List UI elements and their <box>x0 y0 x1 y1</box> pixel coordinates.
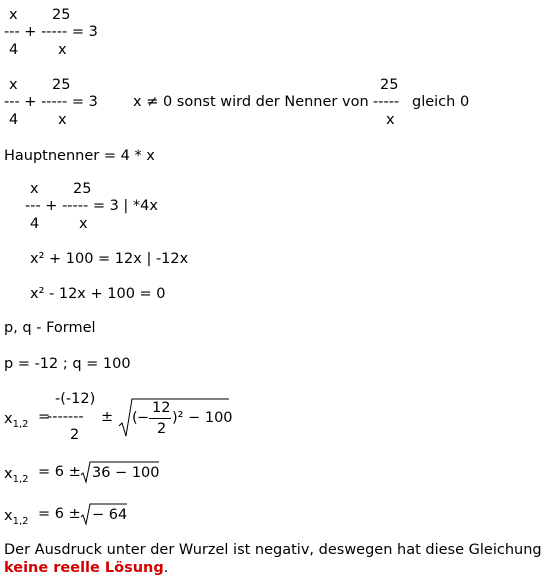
eq1-den-left: 4 <box>9 42 19 58</box>
eq2-num-left: x <box>9 77 18 93</box>
line2-radicand: 36 − 100 <box>92 465 160 481</box>
eq1-line: --- + ----- = 3 <box>4 24 98 40</box>
formula-inner-minus: − <box>137 410 150 426</box>
eq2-line: --- + ----- = 3 <box>4 94 98 110</box>
eq2-den-left: 4 <box>9 112 19 128</box>
conclusion-result <box>4 560 168 577</box>
line2-prefix: = 6 ± <box>38 464 81 480</box>
eq1-den-right: x <box>58 42 67 58</box>
step-1: x² + 100 = 12x | -12x <box>30 251 189 267</box>
eq2-tail: gleich 0 <box>412 94 470 110</box>
hauptnenner-text: Hauptnenner = 4 * x <box>4 148 155 164</box>
step-2: x² - 12x + 100 = 0 <box>30 286 166 302</box>
line3-lhs: $x_{1,2}$ <box>4 508 29 527</box>
pq-title: p, q - Formel <box>4 320 96 336</box>
eq1-num-right: 25 <box>52 7 71 23</box>
formula-inner-close: )² − 100 <box>172 410 233 426</box>
eq2-frac-line: ----- <box>373 94 400 110</box>
formula-pm: ± <box>101 409 114 425</box>
eq2-condition: x ≠ 0 sonst wird der Nenner von <box>133 94 369 110</box>
eq2-frac-num: 25 <box>380 77 399 93</box>
formula-inner-num: 12 <box>152 400 171 416</box>
formula-inner-den: 2 <box>157 421 167 437</box>
eq2-num-right: 25 <box>52 77 71 93</box>
eq3-den-left: 4 <box>30 216 40 232</box>
eq3-den-right: x <box>79 216 88 232</box>
line2-lhs: $x_{1,2}$ <box>4 466 29 485</box>
formula-inner-open: ( <box>132 410 138 426</box>
eq3-num-left: x <box>30 181 39 197</box>
line3-prefix: = 6 ± <box>38 506 81 522</box>
line3-radicand: − 64 <box>92 507 128 523</box>
formula-frac-line: ------- <box>47 409 84 425</box>
formula-equals: = <box>38 409 51 425</box>
formula-frac-den: 2 <box>70 427 80 443</box>
eq3-num-right: 25 <box>73 181 92 197</box>
eq2-frac-den: x <box>386 112 395 128</box>
conclusion-highlight: keine reelle Lösung <box>4 560 164 576</box>
eq3-line: --- + ----- = 3 | *4x <box>25 198 158 214</box>
formula-lhs: $x_{1,2}$ <box>4 411 29 430</box>
conclusion-text: Der Ausdruck unter der Wurzel ist negativ, deswegen hat diese Gleichung <box>4 542 542 558</box>
formula-frac-num: -(-12) <box>55 391 96 407</box>
eq2-den-right: x <box>58 112 67 128</box>
conclusion-end: . <box>163 560 169 576</box>
pq-values: p = -12 ; q = 100 <box>4 356 131 372</box>
formula-inner-frac-bar <box>149 418 171 419</box>
eq1-num-left: x <box>9 7 18 23</box>
